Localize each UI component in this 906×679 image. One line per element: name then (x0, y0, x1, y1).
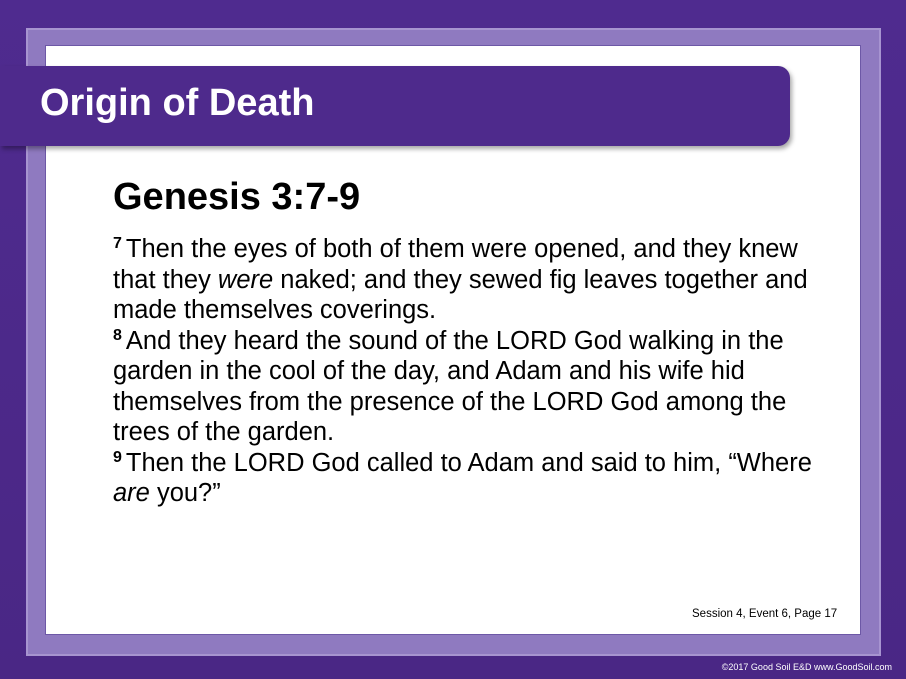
session-page-label: Session 4, Event 6, Page 17 (692, 608, 838, 620)
verse-text: Then the LORD God called to Adam and said to him, “Where (125, 448, 812, 477)
verse-text: And they heard the sound of the LORD God walking in the garden in the cool of the day, and Adam and his wife hid themselves from the presence of the LORD God among the trees of the garden. (113, 326, 787, 446)
copyright-notice: ©2017 Good Soil E&D www.GoodSoil.com (721, 662, 892, 672)
verse-italic: are (113, 479, 150, 507)
slide-title: Origin of Death (40, 82, 315, 124)
scripture-text (113, 234, 813, 509)
verse-9 (113, 448, 813, 509)
verse-text: naked; and they sewed fig leaves together and made themselves coverings. (113, 265, 808, 324)
verse-number: 9 (113, 448, 122, 466)
verse-8 (113, 326, 813, 448)
verse-number: 7 (113, 235, 122, 252)
verse-italic: were (217, 265, 274, 294)
scripture-reference: Genesis 3:7-9 (113, 176, 361, 218)
verse-text: Then the eyes of both of them were opened, and they knew that they (113, 235, 798, 294)
verse-number: 8 (113, 326, 122, 344)
verse-text: you?” (149, 479, 221, 507)
verse-7 (113, 234, 813, 326)
